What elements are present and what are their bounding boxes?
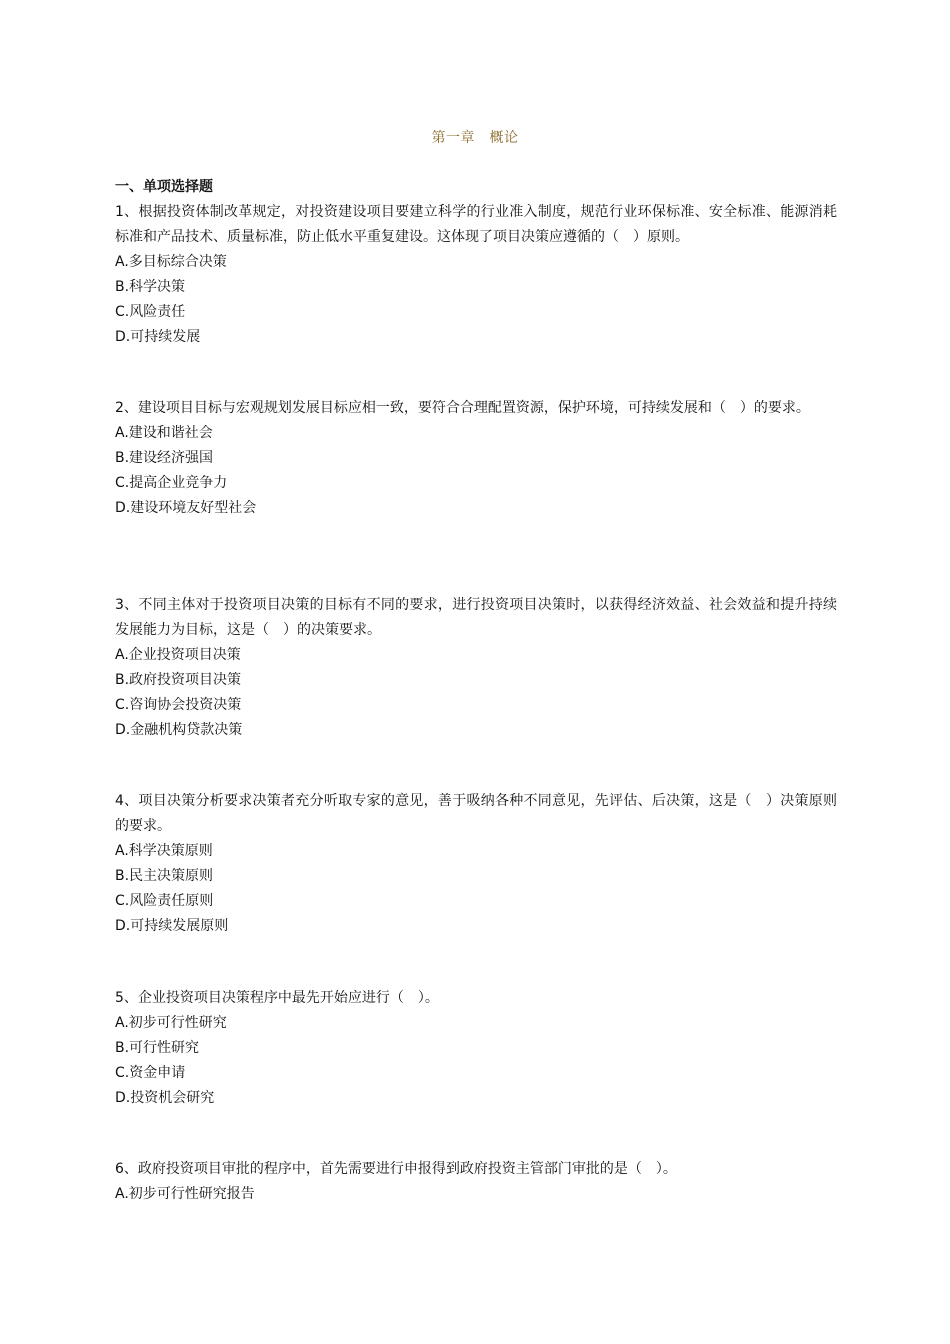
option-c: C.风险责任	[115, 304, 186, 320]
option-b: B.建设经济强国	[115, 450, 214, 466]
option-b: B.可行性研究	[115, 1040, 200, 1056]
question-6	[115, 1157, 837, 1207]
section-heading: 一、单项选择题	[115, 179, 213, 195]
question-stem: 3、不同主体对于投资项目决策的目标有不同的要求，进行投资项目决策时，以获得经济效益、社会效益和提升持续发展能力为目标，这是（ ）的决策要求。	[115, 597, 837, 638]
option-d: D.建设环境友好型社会	[115, 500, 257, 516]
question-stem: 2、建设项目目标与宏观规划发展目标应相一致，要符合合理配置资源，保护环境，可持续发展和（ ）的要求。	[115, 400, 810, 416]
question-stem: 5、企业投资项目决策程序中最先开始应进行（ ）。	[115, 990, 439, 1006]
option-a: A.企业投资项目决策	[115, 647, 241, 663]
option-a: A.初步可行性研究报告	[115, 1186, 255, 1202]
option-b: B.科学决策	[115, 279, 186, 295]
question-4	[115, 789, 837, 939]
question-5	[115, 986, 837, 1111]
option-c: C.资金申请	[115, 1065, 186, 1081]
question-stem: 4、项目决策分析要求决策者充分听取专家的意见，善于吸纳各种不同意见，先评估、后决策，这是（ ）决策原则的要求。	[115, 793, 837, 834]
option-d: D.投资机会研究	[115, 1090, 215, 1106]
option-d: D.可持续发展	[115, 329, 201, 345]
option-a: A.建设和谐社会	[115, 425, 213, 441]
option-b: B.民主决策原则	[115, 868, 214, 884]
option-d: D.可持续发展原则	[115, 918, 229, 934]
chapter-title: 第一章 概论	[431, 130, 519, 146]
option-a: A.多目标综合决策	[115, 254, 227, 270]
question-1	[115, 200, 837, 350]
question-3	[115, 593, 837, 743]
option-a: A.初步可行性研究	[115, 1015, 227, 1031]
question-stem: 6、政府投资项目审批的程序中，首先需要进行申报得到政府投资主管部门审批的是（ ）。	[115, 1161, 677, 1177]
question-2	[115, 396, 837, 521]
option-a: A.科学决策原则	[115, 843, 213, 859]
option-d: D.金融机构贷款决策	[115, 722, 243, 738]
option-b: B.政府投资项目决策	[115, 672, 242, 688]
option-c: C.咨询协会投资决策	[115, 697, 242, 713]
option-c: C.风险责任原则	[115, 893, 214, 909]
question-stem: 1、根据投资体制改革规定，对投资建设项目要建立科学的行业准入制度，规范行业环保标准、安全标准、能源消耗标准和产品技术、质量标准，防止低水平重复建设。这体现了项目决策应遵循的（ ）原则。	[115, 204, 837, 245]
option-c: C.提高企业竞争力	[115, 475, 228, 491]
